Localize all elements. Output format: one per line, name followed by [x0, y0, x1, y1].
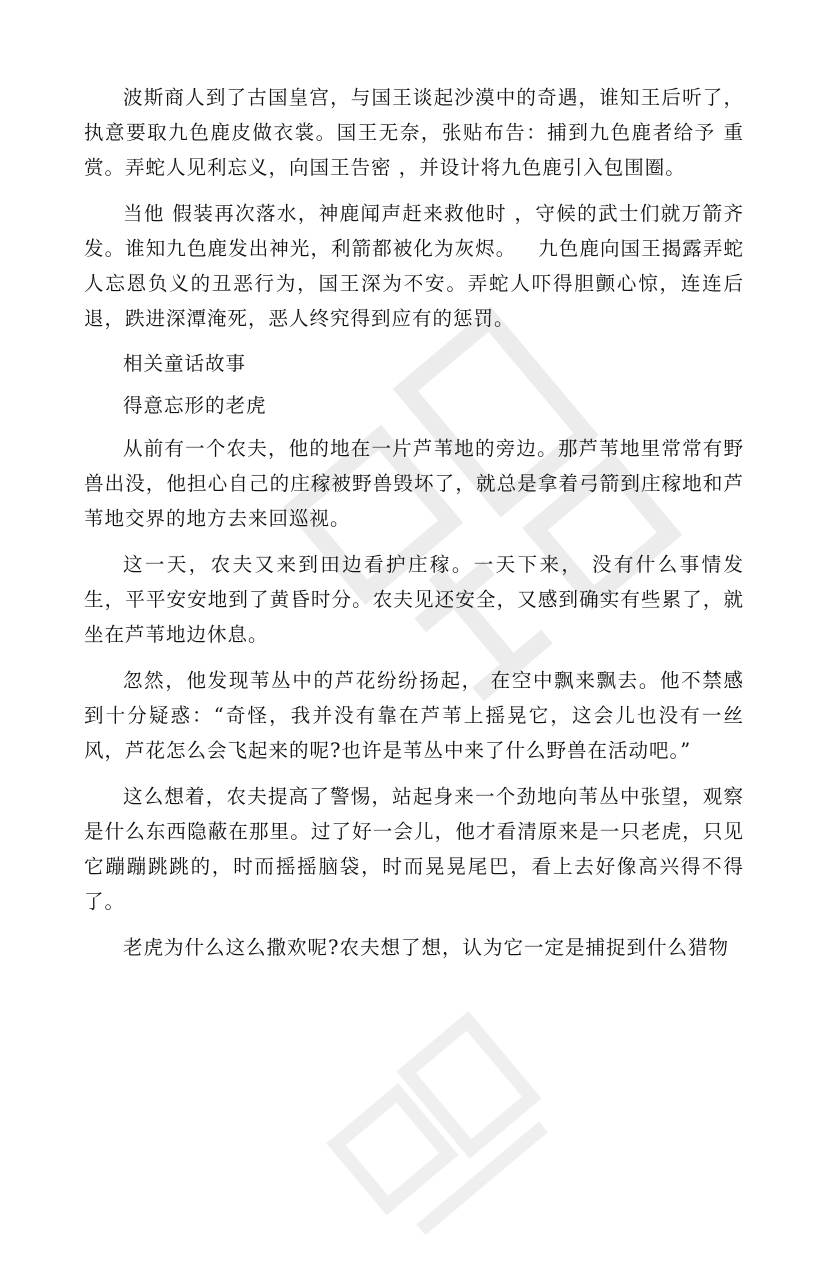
- story-paragraph: 这一天，农夫又来到田边看护庄稼。一天下来， 没有什么事情发生，平平安安地到了黄昏时分。农夫见还安全，又感到确实有些累了，就坐在芦苇地边休息。: [84, 553, 744, 646]
- story-title: 得意忘形的老虎: [123, 394, 267, 417]
- watermark-logo-bottom: [301, 993, 598, 1287]
- story-paragraph: 忽然，他发现苇丛中的芦花纷纷扬起， 在空中飘来飘去。他不禁感到十分疑惑：“奇怪，我并没有靠在芦苇上摇晃它，这会儿也没有一丝风，芦花怎么会飞起来的呢?也许是苇丛中来了什么野兽在活动吧。”: [84, 669, 744, 762]
- paragraph: 波斯商人到了古国皇宫，与国王谈起沙漠中的奇遇，谁知王后听了，执意要取九色鹿皮做衣裳。国王无奈，张贴布告：捕到九色鹿者给予 重赏。弄蛇人见利忘义，向国王告密 ，并设计将九色鹿引入包围圈。: [84, 86, 744, 179]
- story-paragraph: 老虎为什么这么撒欢呢?农夫想了想，认为它一定是捕捉到什么猎物: [123, 936, 729, 959]
- document-body: [84, 80, 744, 976]
- paragraph: 当他 假装再次落水，神鹿闻声赶来救他时 ，守候的武士们就万箭齐发。谁知九色鹿发出神光，利箭都被化为灰烬。 九色鹿向国王揭露弄蛇人忘恩负义的丑恶行为，国王深为不安。弄蛇人吓得胆颤心惊，连连后退，跌进深潭淹死，恶人终究得到应有的惩罚。: [84, 202, 744, 330]
- story-paragraph: 从前有一个农夫，他的地在一片芦苇地的旁边。那芦苇地里常常有野兽出没，他担心自己的庄稼被野兽毁坏了，就总是拿着弓箭到庄稼地和芦苇地交界的地方去来回巡视。: [84, 437, 744, 530]
- story-paragraph: 这么想着，农夫提高了警惕，站起身来一个劲地向苇丛中张望，观察是什么东西隐蔽在那里。过了好一会儿，他才看清原来是一只老虎，只见它蹦蹦跳跳的，时而摇摇脑袋，时而晃晃尾巴，看上去好像高兴得不得了。: [84, 785, 744, 913]
- section-heading: 相关童话故事: [123, 352, 247, 375]
